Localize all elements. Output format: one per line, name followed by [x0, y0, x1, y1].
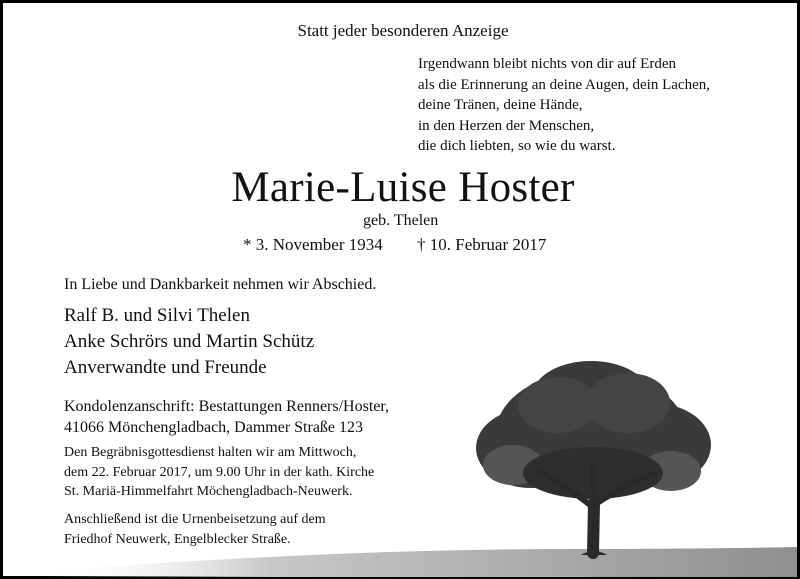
service-line: Den Begräbnisgottesdienst halten wir am Mittwoch, [64, 445, 357, 460]
burial-line: Friedhof Neuwerk, Engelblecker Straße. [64, 531, 291, 547]
burial-line: Anschließend ist die Urnenbeisetzung auf dem [64, 512, 326, 527]
service-line: dem 22. Februar 2017, um 9.00 Uhr in der kath. Kirche [64, 464, 375, 480]
poem [418, 54, 710, 157]
mourners-list [64, 303, 314, 381]
burial-info [64, 510, 326, 549]
condolence-address [64, 396, 389, 438]
mourner: Anverwandte und Freunde [64, 357, 267, 378]
mourner: Ralf B. und Silvi Thelen [64, 305, 250, 326]
deceased-name: Marie-Luise Hoster [231, 164, 575, 211]
poem-line: in den Herzen der Menschen, [418, 117, 595, 134]
condolence-line: 41066 Mönchengladbach, Dammer Straße 123 [64, 419, 364, 436]
poem-line: Irgendwann bleibt nichts von dir auf Erden [418, 56, 676, 72]
life-dates [243, 235, 546, 255]
poem-line: die dich liebten, so wie du warst. [418, 138, 616, 154]
poem-line: als die Erinnerung an deine Augen, dein Lachen, [418, 76, 710, 93]
mourner: Anke Schrörs und Martin Schütz [64, 331, 315, 352]
condolence-line: Kondolenzanschrift: Bestattungen Renners/Hoster, [64, 398, 390, 415]
poem-line: deine Tränen, deine Hände, [418, 97, 583, 113]
service-line: St. Mariä-Himmelfahrt Möchengladbach-Neuwerk. [64, 484, 353, 499]
maiden-name: geb. Thelen [363, 212, 439, 229]
death-date: † 10. Februar 2017 [417, 235, 547, 254]
service-info [64, 443, 374, 502]
farewell-text: In Liebe und Dankbarkeit nehmen wir Abschied. [64, 276, 377, 293]
header-note: Statt jeder besonderen Anzeige [297, 21, 509, 40]
birth-date: * 3. November 1934 [243, 235, 383, 254]
